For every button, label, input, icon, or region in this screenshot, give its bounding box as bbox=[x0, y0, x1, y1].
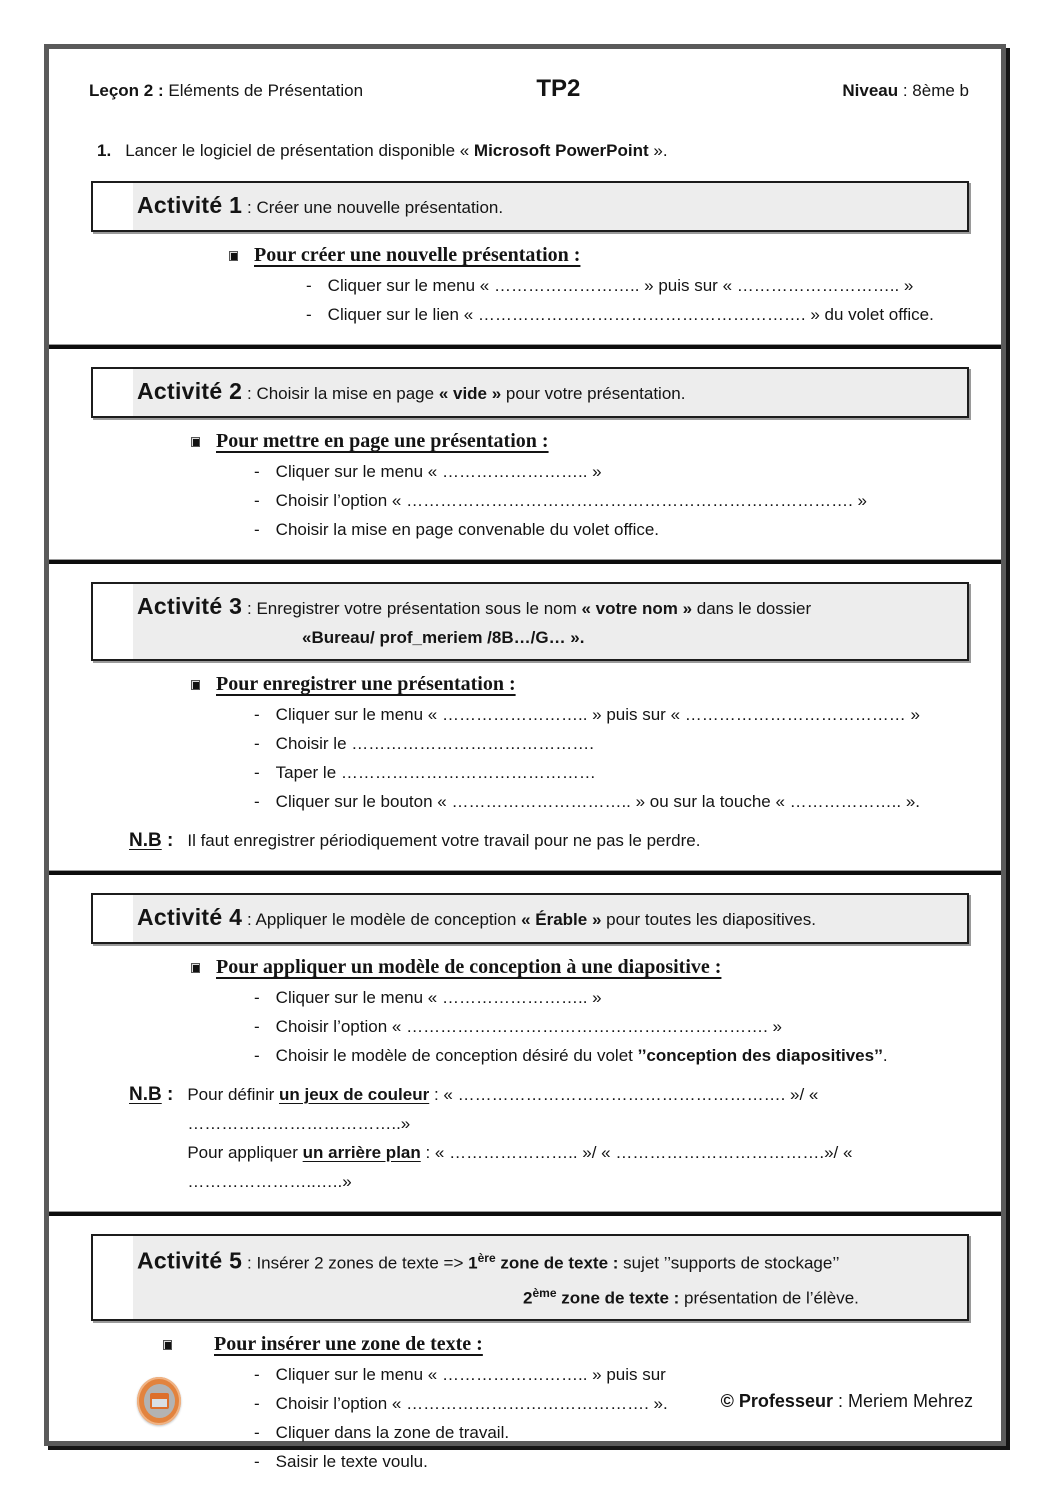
page-footer bbox=[89, 1377, 973, 1425]
tp-code: TP2 bbox=[536, 75, 581, 102]
activity-3-box bbox=[91, 582, 969, 661]
instruction-text: Cliquer sur le menu « …………………….. » bbox=[275, 988, 602, 1007]
nb-colon: : bbox=[161, 1084, 174, 1105]
section-divider bbox=[49, 1211, 1001, 1216]
lesson-name: Eléments de Présentation bbox=[168, 81, 364, 100]
dash-marker: - bbox=[254, 792, 260, 811]
section-divider bbox=[49, 870, 1001, 875]
section-divider bbox=[49, 344, 1001, 349]
activity-3-folder-path: «Bureau/ prof_meriem /8B…/G… ». bbox=[302, 628, 585, 647]
instruction-text: Choisir l’option « ……………………………………………………………………. » bbox=[275, 491, 867, 510]
procedure-heading-5-text: Pour insérer une zone de texte : bbox=[214, 1333, 483, 1356]
procedure-heading-3-text: Pour enregistrer une présentation : bbox=[216, 673, 516, 695]
activity-3-title bbox=[133, 584, 967, 659]
nb-label-text: N.B bbox=[129, 1084, 162, 1105]
dash-marker: - bbox=[254, 491, 260, 510]
dash-marker: - bbox=[254, 705, 260, 724]
instruction-text-end: . bbox=[882, 1046, 888, 1065]
activity-1-box bbox=[91, 181, 969, 232]
nb-label bbox=[129, 1080, 173, 1196]
activity-3-name: Activité 3 bbox=[137, 593, 243, 619]
activity-1-name: Activité 1 bbox=[137, 192, 243, 218]
activity-4-desc-bold: « Érable » bbox=[521, 910, 602, 929]
activity-1-title bbox=[133, 183, 967, 230]
activity-3-desc-end: dans le dossier bbox=[692, 599, 812, 618]
activity-2-desc-bold: « vide » bbox=[438, 384, 502, 403]
instruction-text: Cliquer dans la zone de travail. bbox=[275, 1423, 510, 1443]
instruction-item bbox=[254, 700, 977, 729]
activity-2-box bbox=[91, 367, 969, 418]
instruction-text: Cliquer sur le menu « …………………….. » puis sur « ……………………….. » bbox=[327, 276, 914, 295]
zone1-subject: sujet ’’supports de stockage’’ bbox=[623, 1253, 840, 1273]
procedure-heading-4-text: Pour appliquer un modèle de conception à une diapositive : bbox=[216, 956, 722, 978]
instruction-item bbox=[254, 486, 977, 515]
activity-2-desc: Choisir la mise en page bbox=[256, 384, 439, 403]
nb-note-3 bbox=[129, 826, 977, 855]
instruction-item bbox=[254, 1012, 977, 1041]
activity-5-desc: Insérer 2 zones de texte => bbox=[256, 1253, 469, 1273]
lesson-label: Leçon 2 : bbox=[89, 81, 169, 100]
dash-marker: - bbox=[306, 305, 312, 324]
dash-marker: - bbox=[254, 734, 260, 753]
intro-text-end: ». bbox=[648, 141, 668, 160]
nb1-text: Pour définir bbox=[187, 1085, 280, 1104]
instruction-text: Choisir le ……………………………………. bbox=[275, 734, 594, 753]
square-bullet-icon bbox=[163, 1340, 172, 1350]
page-content bbox=[49, 49, 1001, 1472]
level-label: Niveau bbox=[842, 81, 899, 100]
dash-marker: - bbox=[254, 462, 260, 481]
dash-marker: - bbox=[306, 276, 312, 295]
procedure-heading-3 bbox=[191, 673, 977, 696]
instruction-text: Choisir l’option « ………………………………………………………. » bbox=[275, 1017, 782, 1036]
nb1-text-end: : « …………………………………………………. »/ « ………………………………..» bbox=[187, 1085, 819, 1133]
instruction-text-part: Choisir le modèle de conception désiré du volet bbox=[275, 1046, 638, 1065]
dash-marker: - bbox=[254, 520, 260, 539]
activity-5-title bbox=[133, 1236, 967, 1319]
nb-text: Il faut enregistrer périodiquement votre travail pour ne pas le perdre. bbox=[187, 831, 701, 850]
nb2-text-end: : « ………………….. »/ « ……………………………….»/ « …………………..…..» bbox=[187, 1143, 853, 1191]
activity-1-sep: : bbox=[242, 198, 257, 217]
instruction-text: Cliquer sur le bouton « ………………………….. » ou sur la touche « ……………….. ». bbox=[275, 792, 921, 811]
instruction-item bbox=[254, 729, 977, 758]
instruction-item bbox=[254, 758, 977, 787]
nb-text bbox=[187, 1080, 977, 1196]
activity-4-desc-end: pour toutes les diapositives. bbox=[601, 910, 816, 929]
activity-4-sep: : bbox=[242, 910, 256, 929]
nb1-underlined: un jeux de couleur bbox=[279, 1085, 430, 1104]
activity-4-desc: Appliquer le modèle de conception bbox=[255, 910, 522, 929]
instruction-text: Cliquer sur le menu « …………………….. » puis sur bbox=[275, 1365, 666, 1385]
activity-1-items bbox=[306, 271, 977, 329]
procedure-heading-4 bbox=[191, 956, 977, 979]
activity-4-box bbox=[91, 893, 969, 944]
activity-5-sep: : bbox=[242, 1253, 257, 1273]
instruction-item bbox=[254, 1447, 977, 1476]
instruction-item bbox=[306, 300, 977, 329]
instruction-text: Choisir l’option « ……………………………………. ». bbox=[275, 1394, 668, 1414]
professor-name: : Meriem Mehrez bbox=[832, 1390, 973, 1411]
section-divider bbox=[49, 559, 1001, 564]
activity-5-title-line1 bbox=[137, 1243, 957, 1279]
intro-text: Lancer le logiciel de présentation disponible « bbox=[125, 141, 474, 160]
footer-copyright bbox=[721, 1391, 973, 1412]
activity-5-name: Activité 5 bbox=[137, 1247, 243, 1274]
document-page bbox=[44, 44, 1006, 1472]
square-bullet-icon bbox=[191, 680, 200, 690]
instruction-text: Taper le ……………………………………… bbox=[275, 763, 596, 782]
dash-marker: - bbox=[254, 988, 260, 1007]
instruction-item bbox=[254, 983, 977, 1012]
instruction-item bbox=[254, 457, 977, 486]
copyright-symbol: © bbox=[720, 1390, 739, 1411]
level-value: : 8ème b bbox=[898, 81, 969, 100]
dash-marker: - bbox=[254, 1423, 260, 1443]
pane-name-bold: ’’conception des diapositives’’ bbox=[637, 1046, 883, 1065]
square-bullet-icon bbox=[191, 963, 200, 973]
activity-4-title bbox=[133, 895, 967, 942]
activity-2-desc-end: pour votre présentation. bbox=[501, 384, 686, 403]
nb-label-text: N.B bbox=[129, 830, 162, 851]
dash-marker: - bbox=[254, 763, 260, 782]
instruction-item bbox=[306, 271, 977, 300]
dash-marker: - bbox=[254, 1046, 260, 1065]
dash-marker: - bbox=[254, 1017, 260, 1036]
dash-marker: - bbox=[254, 1452, 260, 1472]
nb-colon: : bbox=[161, 830, 174, 851]
lesson-title bbox=[89, 81, 441, 101]
activity-3-title-line1 bbox=[137, 591, 957, 624]
square-bullet-icon bbox=[229, 251, 238, 261]
instruction-text: Choisir la mise en page convenable du volet office. bbox=[275, 520, 660, 539]
instruction-item bbox=[254, 787, 977, 816]
instruction-text: Cliquer sur le menu « …………………….. » puis sur « ………………………………… » bbox=[275, 705, 920, 724]
activity-2-title bbox=[133, 369, 967, 416]
procedure-heading-1 bbox=[229, 244, 977, 267]
activity-2-items bbox=[254, 457, 977, 544]
procedure-heading-1-text: Pour créer une nouvelle présentation : bbox=[254, 244, 581, 266]
dash-marker: - bbox=[254, 1365, 260, 1385]
procedure-heading-2 bbox=[191, 430, 977, 453]
activity-5-box bbox=[91, 1234, 969, 1321]
nb2-underlined: un arrière plan bbox=[302, 1143, 421, 1162]
activity-3-desc: Enregistrer votre présentation sous le nom bbox=[256, 599, 582, 618]
activity-3-desc-bold: « votre nom » bbox=[581, 599, 693, 618]
instruction-item bbox=[254, 1041, 977, 1070]
publisher-logo-icon bbox=[137, 1377, 181, 1425]
activity-3-items bbox=[254, 700, 977, 816]
instruction-text bbox=[276, 1041, 888, 1070]
logo-window-glyph bbox=[150, 1393, 169, 1409]
document-header bbox=[89, 75, 977, 103]
activity-3-sep: : bbox=[242, 599, 257, 618]
nb2-text: Pour appliquer bbox=[187, 1143, 303, 1162]
professor-label: Professeur bbox=[738, 1390, 833, 1411]
activity-2-name: Activité 2 bbox=[137, 378, 243, 404]
intro-step bbox=[97, 139, 977, 163]
activity-4-name: Activité 4 bbox=[137, 904, 243, 930]
nb-line-2 bbox=[187, 1138, 977, 1196]
instruction-text: Cliquer sur le menu « …………………….. » bbox=[275, 462, 602, 481]
level-info bbox=[676, 81, 977, 101]
zone2-subject: présentation de l’élève. bbox=[684, 1288, 859, 1308]
zone1-ordinal: ère bbox=[477, 1251, 496, 1265]
instruction-text: Saisir le texte voulu. bbox=[275, 1452, 428, 1472]
activity-2-sep: : bbox=[242, 384, 257, 403]
zone2-label: zone de texte : bbox=[556, 1288, 685, 1308]
activity-1-desc: Créer une nouvelle présentation. bbox=[256, 198, 504, 217]
nb-note-4 bbox=[129, 1080, 977, 1196]
step-number: 1. bbox=[97, 141, 112, 160]
logo-inner-circle bbox=[144, 1384, 175, 1418]
zone1-number: 1 bbox=[468, 1253, 478, 1273]
dash-marker: - bbox=[254, 1394, 260, 1414]
zone2-number: 2 bbox=[523, 1288, 533, 1308]
nb-line-1 bbox=[187, 1080, 977, 1138]
activity-4-items bbox=[254, 983, 977, 1070]
zone2-ordinal: ème bbox=[532, 1285, 557, 1300]
square-bullet-icon bbox=[191, 437, 200, 447]
instruction-text: Cliquer sur le lien « …………………………………………………. » du volet office. bbox=[327, 305, 934, 324]
zone1-label: zone de texte : bbox=[495, 1253, 624, 1273]
activity-5-title-line2 bbox=[523, 1279, 957, 1313]
instruction-item bbox=[254, 515, 977, 544]
intro-software-name: Microsoft PowerPoint bbox=[473, 141, 649, 160]
procedure-heading-2-text: Pour mettre en page une présentation : bbox=[216, 430, 549, 452]
nb-label bbox=[129, 826, 173, 855]
procedure-heading-5 bbox=[163, 1333, 977, 1356]
